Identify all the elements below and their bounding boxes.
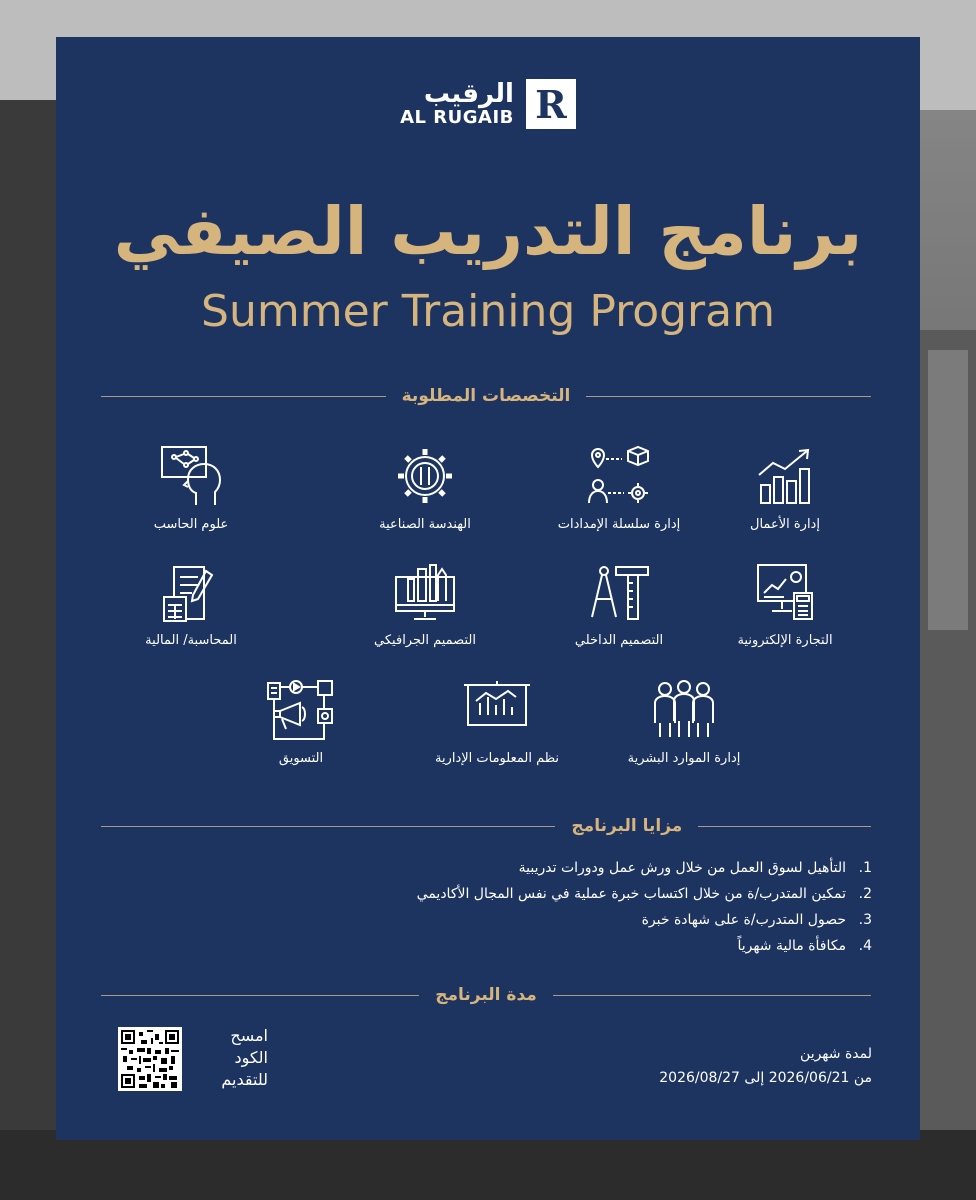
duration-heading: مدة البرنامج (435, 985, 537, 1005)
list-number: 3. (858, 912, 872, 928)
brand-mark-icon: R (526, 79, 576, 129)
list-text: مكافأة مالية شهرياً (737, 938, 846, 954)
spec-industrial-engineering (340, 445, 510, 532)
qr-code-graphic (121, 1030, 179, 1088)
duration-dates: من 2026/06/21 إلى 2026/08/27 (659, 1070, 872, 1086)
spec-label: التجارة الإلكترونية (737, 633, 833, 648)
spec-label: إدارة سلسلة الإمدادات (557, 517, 681, 532)
divider (698, 826, 871, 827)
poster-card (56, 37, 920, 1140)
background-wall-left (0, 100, 60, 1200)
spec-accounting-finance (106, 563, 276, 648)
spec-supply-chain (534, 445, 704, 532)
duration-length: لمدة شهرين (800, 1046, 872, 1062)
monitor-pencils-icon (392, 563, 458, 623)
brand-logo-texts (400, 80, 514, 128)
calculator-document-icon (160, 563, 222, 623)
spec-mis (412, 679, 582, 766)
qr-caption (188, 1025, 268, 1091)
list-item (152, 881, 872, 907)
spec-label: علوم الحاسب (153, 517, 229, 532)
bar-chart-growth-icon (755, 445, 815, 507)
computer-head-icon (158, 445, 224, 507)
brand-name-en: AL RUGAIB (400, 107, 514, 128)
spec-label: إدارة الموارد البشرية (627, 751, 741, 766)
duration-details (659, 1042, 872, 1090)
list-number: 4. (858, 938, 872, 954)
qr-code-icon[interactable] (118, 1027, 182, 1091)
duration-header (101, 985, 871, 1005)
spec-marketing (216, 679, 386, 766)
list-item (152, 855, 872, 881)
presentation-chart-icon (462, 679, 532, 741)
spec-ecommerce (700, 563, 870, 648)
benefits-header (101, 816, 871, 836)
page-title-en: Summer Training Program (201, 286, 775, 337)
spec-label: إدارة الأعمال (750, 517, 820, 532)
spec-label: الهندسة الصناعية (379, 517, 471, 532)
benefits-list (152, 855, 872, 959)
list-number: 2. (858, 886, 872, 902)
list-item (152, 907, 872, 933)
spec-interior-design (534, 563, 704, 648)
spec-label: التسويق (278, 751, 324, 766)
spec-business-admin (700, 445, 870, 532)
list-text: حصول المتدرب/ة على شهادة خبرة (641, 912, 846, 928)
specializations-header (101, 386, 871, 406)
list-text: تمكين المتدرب/ة من خلال اكتساب خبرة عملية في نفس المجال الأكاديمي (416, 886, 846, 902)
ecommerce-screen-icon (754, 563, 816, 623)
people-group-icon (651, 679, 717, 741)
page-title-ar: برنامج التدريب الصيفي (113, 193, 863, 270)
megaphone-social-icon (266, 679, 336, 741)
qr-caption-line: الكود (234, 1048, 268, 1067)
divider (553, 995, 871, 996)
supply-chain-icon (586, 445, 652, 507)
spec-label: التصميم الجرافيكي (374, 633, 476, 648)
spec-human-resources (599, 679, 769, 766)
divider (101, 826, 555, 827)
compass-ruler-icon (586, 563, 652, 623)
brand-name-ar: الرقيب (423, 79, 514, 109)
qr-caption-line: للتقديم (221, 1070, 268, 1089)
list-number: 1. (858, 860, 872, 876)
benefits-heading: مزايا البرنامج (571, 816, 683, 836)
divider (101, 396, 386, 397)
spec-label: المحاسبة/ المالية (145, 633, 237, 648)
spec-computer-science (106, 445, 276, 532)
spec-graphic-design (340, 563, 510, 648)
background-ground (0, 1130, 976, 1200)
list-item (152, 933, 872, 959)
gear-tools-icon (394, 445, 456, 507)
spec-label: التصميم الداخلي (574, 633, 664, 648)
qr-caption-line: امسح (230, 1026, 268, 1045)
specializations-heading: التخصصات المطلوبة (401, 386, 571, 406)
divider (101, 995, 419, 996)
brand-logo (56, 79, 920, 129)
spec-label: نظم المعلومات الإدارية (434, 751, 560, 766)
divider (586, 396, 871, 397)
list-text: التأهيل لسوق العمل من خلال ورش عمل ودورات تدريبية (518, 860, 846, 876)
background-panel (928, 350, 968, 630)
